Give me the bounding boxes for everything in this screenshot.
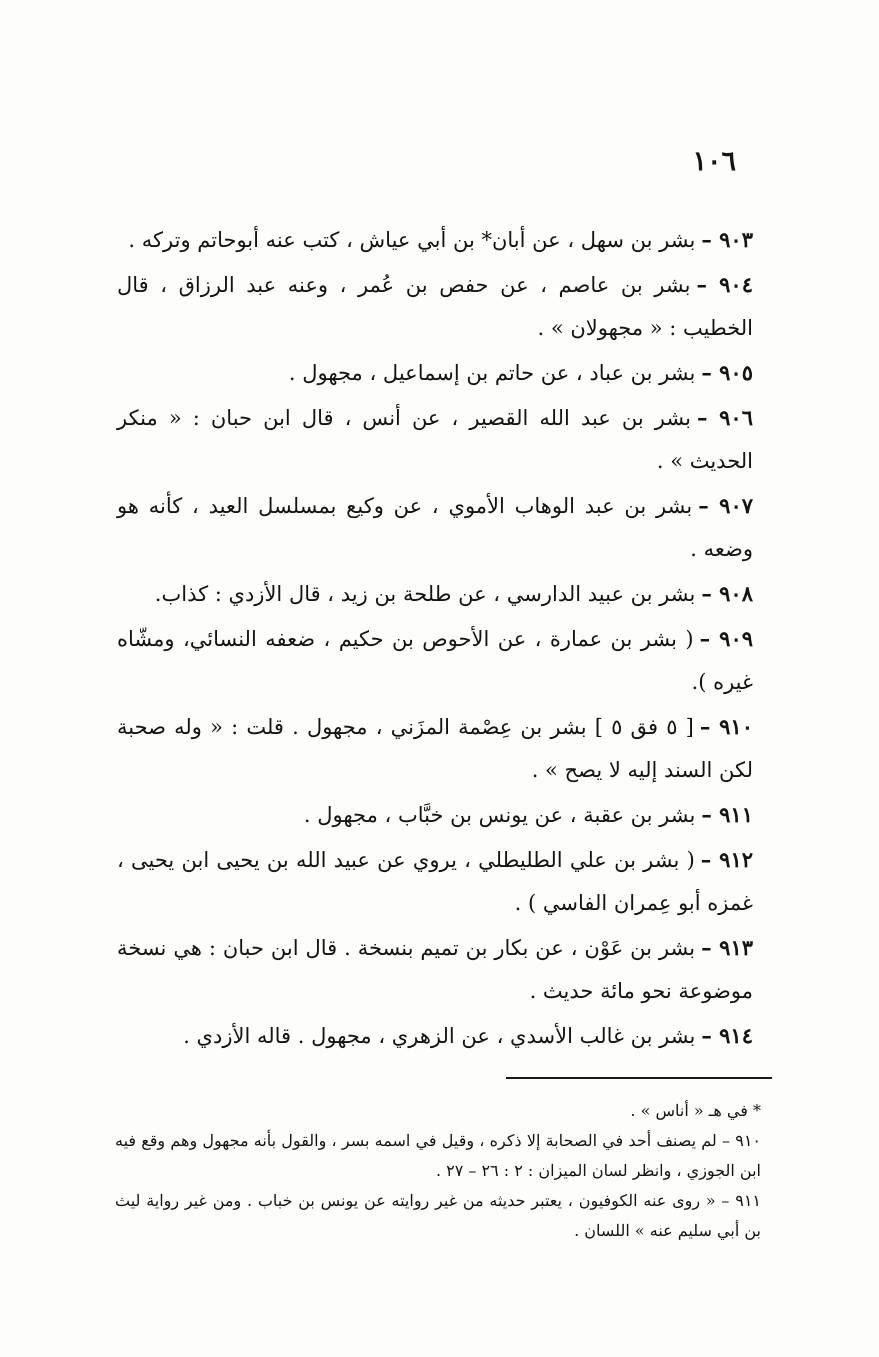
entry-number: ٩١٢ – <box>700 847 754 872</box>
footnote-910: ٩١٠ – لم يصنف أحد في الصحابة إلا ذكره ، وقيل في اسمه بسر ، والقول بأنه مجهول وهم وقع فيه ابن الجوزي ، وانظر لسان الميزان : ٢ : ٢٦ – ٢٧ . <box>115 1131 761 1180</box>
footnote-asterisk: * في هـ « أناس » . <box>630 1101 761 1120</box>
entry-number: ٩٠٦ – <box>696 405 753 430</box>
entry-910 <box>117 705 753 792</box>
entry-number: ٩٠٩ – <box>699 626 754 651</box>
entry-text: بشر بن سهل ، عن أبان* بن أبي عياش ، كتب عنه أبوحاتم وتركه . <box>128 228 696 252</box>
entry-number: ٩٠٨ – <box>701 581 753 606</box>
entry-912 <box>117 838 753 925</box>
entry-907 <box>117 484 753 571</box>
entry-text: بشر بن عباد ، عن حاتم بن إسماعيل ، مجهول . <box>288 361 696 385</box>
entry-903 <box>117 218 753 262</box>
entry-number: ٩٠٤ – <box>696 272 753 297</box>
entry-text: بشر بن عاصم ، عن حفص بن عُمر ، وعنه عبد الرزاق ، قال الخطيب : « مجهولان » . <box>117 273 753 340</box>
entry-911 <box>117 793 753 837</box>
entry-908 <box>117 572 753 616</box>
entry-text: بشر بن عقبة ، عن يونس بن خبَّاب ، مجهول . <box>303 803 696 827</box>
page-number: ١٠٦ <box>692 146 736 177</box>
entry-905 <box>117 351 753 395</box>
entry-906 <box>117 396 753 483</box>
entry-text: بشر بن عَوْن ، عن بكار بن تميم بنسخة . قال ابن حبان : هي نسخة موضوعة نحو مائة حديث . <box>117 936 753 1003</box>
entry-text: بشر بن عبيد الدارسي ، عن طلحة بن زيد ، قال الأزدي : كذاب. <box>154 582 696 606</box>
entry-904 <box>117 263 753 350</box>
entry-913 <box>117 926 753 1013</box>
entry-text: بشر بن عبد الله القصير ، عن أنس ، قال ابن حبان : « منكر الحديث » . <box>117 406 753 473</box>
entry-number: ٩٠٣ – <box>701 227 753 252</box>
footnotes <box>115 1096 761 1246</box>
entry-909 <box>117 617 753 704</box>
entry-number: ٩١٣ – <box>701 935 754 960</box>
footnote-divider <box>506 1077 772 1079</box>
entry-914 <box>117 1014 753 1058</box>
entry-text: بشر بن عبد الوهاب الأموي ، عن وكيع بمسلسل العيد ، كأنه هو وضعه . <box>117 494 753 561</box>
entry-number: ٩٠٧ – <box>698 493 754 518</box>
entry-text: بشر بن غالب الأسدي ، عن الزهري ، مجهول . قاله الأزدي . <box>183 1024 696 1048</box>
entries-list <box>117 218 753 1059</box>
entry-text: ( بشر بن عمارة ، عن الأحوص بن حكيم ، ضعفه النسائي، ومشّاه غيره ). <box>117 627 753 694</box>
entry-text: [ ٥ فق ٥ ] بشر بن عِصْمة المزَني ، مجهول . قلت : « وله صحبة لكن السند إليه لا يصح » . <box>117 715 753 782</box>
entry-number: ٩٠٥ – <box>701 360 753 385</box>
entry-number: ٩١٤ – <box>701 1023 753 1048</box>
entry-number: ٩١٠ – <box>699 714 753 739</box>
entry-number: ٩١١ – <box>701 802 753 827</box>
footnote-911: ٩١١ – « روى عنه الكوفيون ، يعتبر حديثه من غير روايته عن يونس بن خباب . ومن غير رواية ليث بن أبي سليم عنه » اللسان . <box>115 1191 761 1240</box>
entry-text: ( بشر بن علي الطليطلي ، يروي عن عبيد الله بن يحيى ابن يحيى ، غمزه أبو عِمران الفاسي ) . <box>117 848 753 915</box>
